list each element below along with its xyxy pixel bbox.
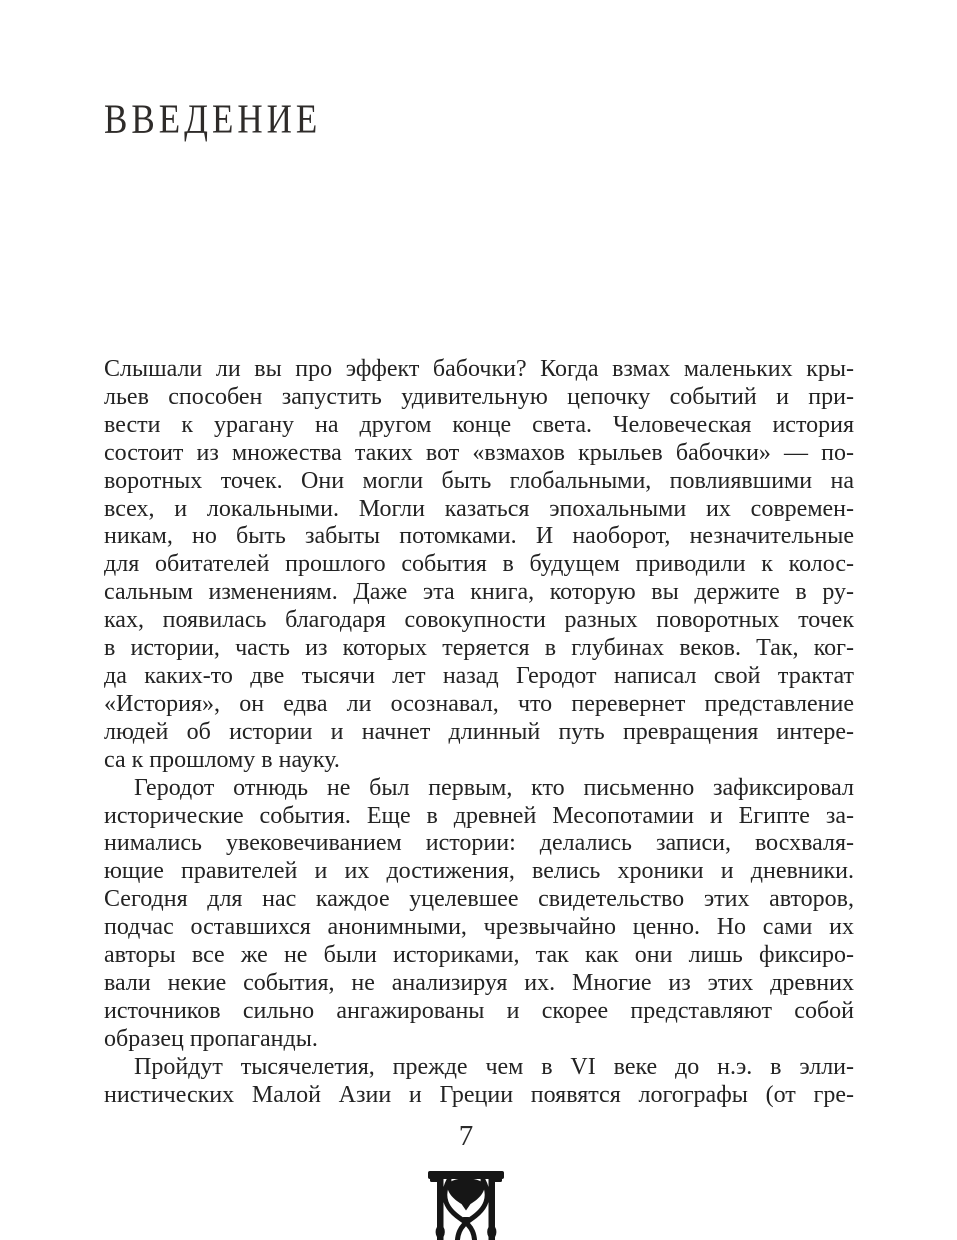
text-line: для обитателей прошлого события в будущем приводили к колос- xyxy=(104,551,854,578)
text-line: нистических Малой Азии и Греции появятся логографы (от гре- xyxy=(104,1081,854,1108)
text-line: подчас оставшихся анонимными, чрезвычайно ценно. Но сами их xyxy=(104,914,854,941)
text-line: воротных точек. Они могли быть глобальными, повлиявшими на xyxy=(104,467,854,494)
text-line: Пройдут тысячелетия, прежде чем в VI веке до н.э. в элли- xyxy=(134,1053,854,1080)
page-number: 7 xyxy=(458,1120,474,1152)
text-line: источников сильно ангажированы и скорее представляют собой xyxy=(104,997,854,1024)
text-line: исторические события. Еще в древней Месопотамии и Египте за- xyxy=(104,802,854,829)
paragraph xyxy=(104,1054,854,1110)
text-line: никам, но быть забыты потомками. И наоборот, незначительные xyxy=(104,523,854,550)
text-line: в истории, часть из которых теряется в глубинах веков. Так, ког- xyxy=(104,635,854,662)
text-line: людей об истории и начнет длинный путь превращения интере- xyxy=(104,718,854,745)
paragraph xyxy=(104,775,854,1054)
text-line: образец пропаганды. xyxy=(104,1025,318,1052)
text-line: ках, появилась благодаря совокупности разных поворотных точек xyxy=(104,607,854,634)
page-footer xyxy=(104,1120,828,1153)
text-line: льев способен запустить удивительную цепочку событий и при- xyxy=(104,383,854,410)
text-line: Геродот отнюдь не был первым, кто письменно зафиксировал xyxy=(134,774,854,801)
text-line: вести к урагану на другом конце света. Человеческая история xyxy=(104,411,854,438)
text-line: авторы все же не были историками, так как они лишь фиксиро- xyxy=(104,942,854,969)
text-line: нимались увековечиванием истории: делались записи, восхваля- xyxy=(104,830,854,857)
chapter-title: ВВЕДЕНИЕ xyxy=(104,96,322,143)
hourglass-icon xyxy=(425,1171,507,1240)
text-line: состоит из множества таких вот «взмахов крыльев бабочки» — по- xyxy=(104,439,854,466)
text-line: са к прошлому в науку. xyxy=(104,746,340,773)
text-line: ющие правителей и их достижения, велись хроники и дневники. xyxy=(104,858,854,885)
text-line: сальным изменениям. Даже эта книга, которую вы держите в ру- xyxy=(104,579,854,606)
text-line: всех, и локальными. Могли казаться эпохальными их современ- xyxy=(104,495,854,522)
text-line: «История», он едва ли осознавал, что перевернет представление xyxy=(104,690,854,717)
text-line: Сегодня для нас каждое уцелевшее свидетельство этих авторов, xyxy=(104,886,854,913)
text-line: Слышали ли вы про эффект бабочки? Когда взмах маленьких кры- xyxy=(104,356,854,382)
text-line: да каких-то две тысячи лет назад Геродот написал свой трактат xyxy=(104,662,854,689)
body-text xyxy=(104,356,854,1109)
paragraph xyxy=(104,356,854,775)
text-line: вали некие события, не анализируя их. Многие из этих древних xyxy=(104,969,854,996)
